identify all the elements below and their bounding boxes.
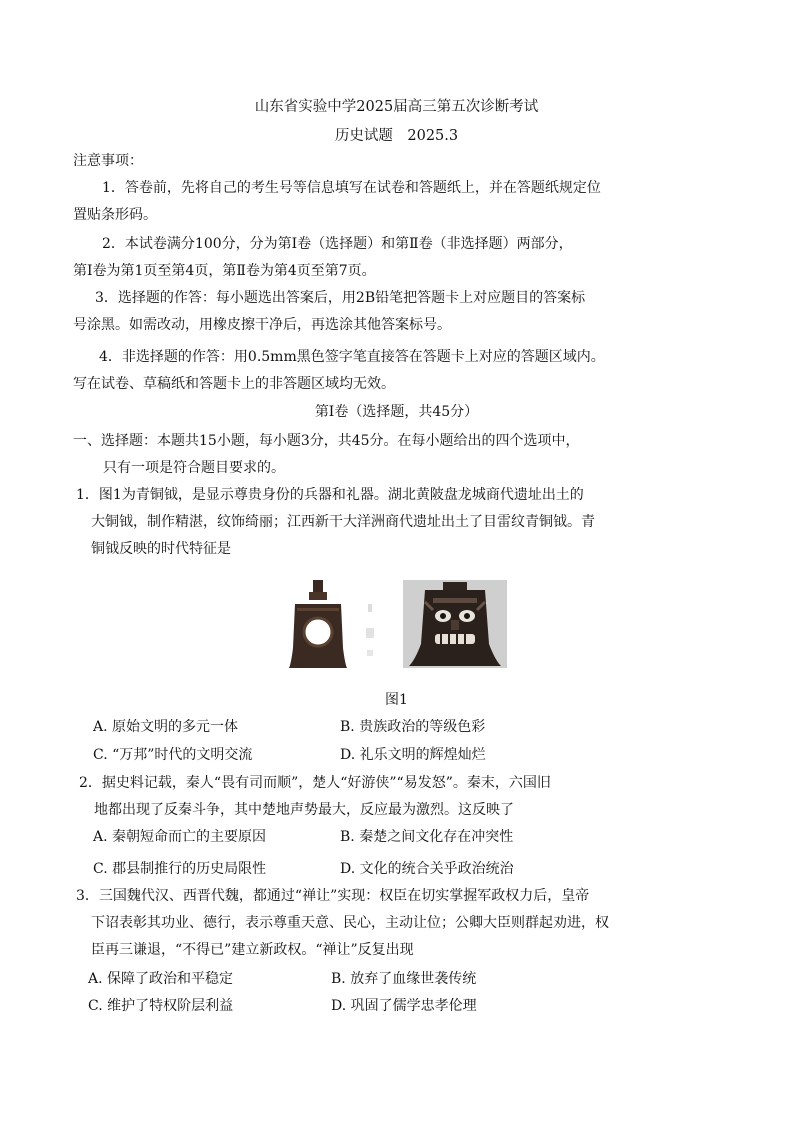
question-2-stem: 2．据史料记载，秦人“畏有司而顺”，楚人“好游侠”“易发怒”。秦末，六国旧 [79, 775, 551, 791]
notice-line: 2．本试卷满分100分，分为第Ⅰ卷（选择题）和第Ⅱ卷（非选择题）两部分， [102, 236, 573, 252]
figure-caption: 图1 [385, 692, 408, 708]
bronze-yue-axe-image [287, 578, 349, 670]
notice-line: 号涂黑。如需改动，用橡皮擦干净后，再选涂其他答案标号。 [73, 317, 451, 333]
notice-heading: 注意事项： [73, 153, 143, 169]
option-a: A. 秦朝短命而亡的主要原因 [93, 829, 267, 845]
question-3-stem: 臣再三谦退，“不得已”建立新政权。“禅让”反复出现 [91, 942, 414, 958]
bronze-yue-mask-image [403, 580, 507, 668]
question-3-stem: 下诏表彰其功业、德行，表示尊重天意、民心，主动让位；公卿大臣则群起劝进，权 [91, 915, 609, 931]
notice-line: 1．答卷前，先将自己的考生号等信息填写在试卷和答题纸上，并在答题纸规定位 [102, 180, 601, 196]
option-d: D. 文化的统合关乎政治统治 [340, 861, 514, 877]
option-c: C. 郡县制推行的历史局限性 [93, 861, 267, 877]
option-a: A. 原始文明的多元一体 [93, 719, 239, 735]
section-intro: 只有一项是符合题目要求的。 [103, 460, 285, 476]
question-2-stem: 地都出现了反秦斗争，其中楚地声势最大，反应最为激烈。这反映了 [94, 802, 514, 818]
notice-line: 写在试卷、草稿纸和答题卡上的非答题区域均无效。 [73, 376, 395, 392]
question-3-stem: 3．三国魏代汉、西晋代魏，都通过“禅让”实现：权臣在切实掌握军政权力后，皇帝 [76, 888, 590, 904]
question-1-stem: 大铜钺，制作精湛，纹饰绮丽；江西新干大洋洲商代遗址出土了目雷纹青铜钺。青 [91, 514, 595, 530]
exam-subtitle: 历史试题 2025.3 [334, 128, 459, 144]
question-1-stem: 1．图1为青铜钺，是显示尊贵身份的兵器和礼器。湖北黄陂盘龙城商代遗址出土的 [76, 487, 584, 503]
faint-mark [360, 598, 380, 668]
notice-line: 置贴条形码。 [73, 207, 157, 223]
notice-line: 4．非选择题的作答：用0.5mm黑色签字笔直接答在答题卡上对应的答题区域内。 [99, 349, 605, 365]
option-d: D. 礼乐文明的辉煌灿烂 [340, 747, 486, 763]
option-b: B. 放弃了血缘世袭传统 [331, 971, 477, 987]
option-d: D. 巩固了儒学忠孝伦理 [331, 998, 477, 1014]
section-title: 第Ⅰ卷（选择题，共45分） [314, 404, 479, 420]
option-c: C. 维护了特权阶层利益 [88, 998, 234, 1014]
option-a: A. 保障了政治和平稳定 [88, 971, 234, 987]
notice-line: 3．选择题的作答：每小题选出答案后，用2B铅笔把答题卡上对应题目的答案标 [95, 290, 586, 306]
question-1-stem: 铜钺反映的时代特征是 [91, 541, 231, 557]
option-b: B. 贵族政治的等级色彩 [340, 719, 486, 735]
exam-title: 山东省实验中学2025届高三第五次诊断考试 [254, 99, 539, 115]
option-c: C. “万邦”时代的文明交流 [93, 747, 253, 763]
option-b: B. 秦楚之间文化存在冲突性 [340, 829, 514, 845]
notice-line: 第Ⅰ卷为第1页至第4页，第Ⅱ卷为第4页至第7页。 [73, 263, 376, 279]
section-intro: 一、选择题：本题共15小题，每小题3分，共45分。在每小题给出的四个选项中， [73, 433, 580, 449]
